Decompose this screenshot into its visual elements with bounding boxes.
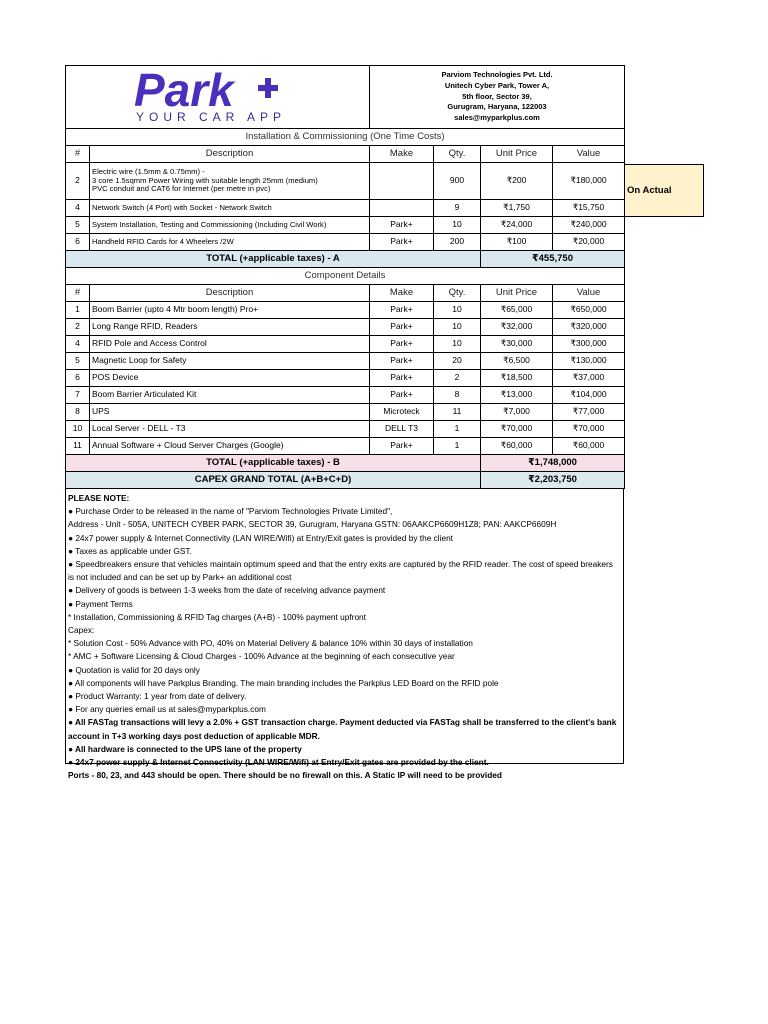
row-number: 5 [66,217,90,234]
capex-row [66,472,625,489]
row-make: Park+ [370,438,434,455]
row-value: ₹77,000 [553,404,625,421]
notes-list [68,505,621,782]
row-unit-price: ₹1,750 [481,200,553,217]
column-header: Qty. [434,146,481,163]
row-number: 10 [66,421,90,438]
row-make [370,163,434,200]
table-row [66,336,625,353]
row-value: ₹650,000 [553,302,625,319]
header-row [66,285,625,302]
row-qty: 9 [434,200,481,217]
row-value: ₹130,000 [553,353,625,370]
column-header: # [66,146,90,163]
row-number: 5 [66,353,90,370]
row-unit-price: ₹6,500 [481,353,553,370]
total-row [66,251,625,268]
row-make: Park+ [370,319,434,336]
table-row [66,234,625,251]
row-number: 2 [66,319,90,336]
row-make: Park+ [370,370,434,387]
row-value: ₹240,000 [553,217,625,234]
row-qty: 10 [434,319,481,336]
row-make: Park+ [370,217,434,234]
note-line: ● Product Warranty: 1 year from date of delivery. [68,691,247,702]
note-line: ● Delivery of goods is between 1-3 weeks from the date of receiving advance payment [68,585,386,596]
row-make: Park+ [370,387,434,404]
section-title: Installation & Commissioning (One Time Costs) [66,129,625,146]
row-description: Magnetic Loop for Safety [90,353,370,370]
row-value: ₹15,750 [553,200,625,217]
row-number: 6 [66,234,90,251]
column-header: Unit Price [481,285,553,302]
table-row [66,353,625,370]
company-logo [66,66,369,128]
row-number: 7 [66,387,90,404]
table-row [66,404,625,421]
row-number: 1 [66,302,90,319]
row-unit-price: ₹18,500 [481,370,553,387]
total-value: ₹1,748,000 [481,455,625,472]
row-description: UPS [90,404,370,421]
note-line: * Solution Cost - 50% Advance with PO, 40% on Material Delivery & balance 10% within 30 days of installation [68,638,473,649]
row-unit-price: ₹13,000 [481,387,553,404]
column-header: Value [553,146,625,163]
column-header: Qty. [434,285,481,302]
note-line: ● Speedbreakers ensure that vehicles maintain optimum speed and that the entry exits are captured by the RFID reader. The cost of speed breakers is not included and can be set up by Park+ an additional cost [68,559,613,583]
column-header: Make [370,285,434,302]
note-line: ● All FASTag transactions will levy a 2.0% + GST transaction charge. Payment deducted via FASTag shall be transferred to the client's bank account in T+3 working days post deduction of applicable MDR. [68,717,617,741]
column-header: Make [370,146,434,163]
quotation-table [65,65,625,489]
row-qty: 8 [434,387,481,404]
row-make: Park+ [370,234,434,251]
column-header: # [66,285,90,302]
row-unit-price: ₹200 [481,163,553,200]
row-make: DELL T3 [370,421,434,438]
table-row [66,370,625,387]
header-row [66,146,625,163]
row-description: Annual Software + Cloud Server Charges (Google) [90,438,370,455]
row-description: Local Server - DELL - T3 [90,421,370,438]
note-line: ● Purchase Order to be released in the name of "Parviom Technologies Private Limited", [68,506,393,517]
company-address [370,66,625,129]
section-title-row [66,129,625,146]
row-unit-price: ₹65,000 [481,302,553,319]
notes-block [65,489,624,781]
note-line: Ports - 80, 23, and 443 should be open. There should be no firewall on this. A Static IP will need to be provided [68,770,502,781]
row-unit-price: ₹70,000 [481,421,553,438]
note-line: ● 24x7 power supply & Internet Connectivity (LAN WIRE/Wifi) at Entry/Exit gates are provided by the client. [68,757,489,768]
column-header: Description [90,146,370,163]
address-line: Gurugram, Haryana, 122003 [447,102,547,112]
row-number: 6 [66,370,90,387]
row-value: ₹20,000 [553,234,625,251]
table-row [66,302,625,319]
table-row [66,438,625,455]
row-unit-price: ₹30,000 [481,336,553,353]
row-description: System Installation, Testing and Commissioning (Including Civil Work) [90,217,370,234]
quotation-sheet [65,64,624,781]
note-line: ● Payment Terms [68,598,133,609]
row-value: ₹37,000 [553,370,625,387]
row-value: ₹104,000 [553,387,625,404]
logo-tagline: YOUR CAR APP [136,110,287,124]
row-value: ₹60,000 [553,438,625,455]
capex-value: ₹2,203,750 [481,472,625,489]
row-make [370,200,434,217]
row-value: ₹300,000 [553,336,625,353]
column-header: Unit Price [481,146,553,163]
row-number: 4 [66,200,90,217]
row-unit-price: ₹24,000 [481,217,553,234]
row-description: Boom Barrier (upto 4 Mtr boom length) Pro+ [90,302,370,319]
row-value: ₹320,000 [553,319,625,336]
row-number: 11 [66,438,90,455]
note-line: ● All hardware is connected to the UPS lane of the property [68,743,302,754]
address-line: Parviom Technologies Pvt. Ltd. [441,69,553,79]
table-row [66,163,625,200]
row-number: 8 [66,404,90,421]
row-qty: 900 [434,163,481,200]
row-qty: 1 [434,421,481,438]
note-line: ● For any queries email us at sales@myparkplus.com [68,704,266,715]
row-qty: 10 [434,302,481,319]
note-line: Address - Unit - 505A, UNITECH CYBER PARK, SECTOR 39, Gurugram, Haryana GSTN: 06AAKCP6609H1Z8; PAN: AAKCP6609H [68,519,557,530]
section-title-row [66,268,625,285]
on-actual-note: On Actual [624,164,704,217]
capex-label: CAPEX GRAND TOTAL (A+B+C+D) [66,472,481,489]
row-make: Park+ [370,302,434,319]
total-label: TOTAL (+applicable taxes) - A [66,251,481,268]
row-qty: 10 [434,217,481,234]
address-line: 5th floor, Sector 39, [462,91,532,101]
section-title: Component Details [66,268,625,285]
row-description: Handheld RFID Cards for 4 Wheelers /2W [90,234,370,251]
svg-text:Park: Park [134,64,234,116]
note-line: ● All components will have Parkplus Branding. The main branding includes the Parkplus LED Board on the RFID pole [68,677,499,688]
table-row [66,200,625,217]
row-unit-price: ₹60,000 [481,438,553,455]
row-unit-price: ₹100 [481,234,553,251]
logo-cell [66,66,370,129]
row-make: Microteck [370,404,434,421]
table-row [66,387,625,404]
row-qty: 20 [434,353,481,370]
row-value: ₹180,000 [553,163,625,200]
row-qty: 2 [434,370,481,387]
note-line: ● Quotation is valid for 20 days only [68,664,200,675]
table-row [66,421,625,438]
row-qty: 11 [434,404,481,421]
row-number: 2 [66,163,90,200]
row-description: Long Range RFID, Readers [90,319,370,336]
row-unit-price: ₹32,000 [481,319,553,336]
park-plus-logo-icon [134,64,304,116]
row-make: Park+ [370,336,434,353]
address-email: sales@myparkplus.com [454,113,540,123]
note-line: ● Taxes as applicable under GST. [68,545,192,556]
total-row [66,455,625,472]
note-line: Capex: [68,625,95,636]
address-line: Unitech Cyber Park, Tower A, [444,80,550,90]
notes-heading: PLEASE NOTE: [68,493,130,503]
row-description: Network Switch (4 Port) with Socket - Network Switch [90,200,370,217]
row-value: ₹70,000 [553,421,625,438]
total-value: ₹455,750 [481,251,625,268]
row-description: RFID Pole and Access Control [90,336,370,353]
row-description: POS Device [90,370,370,387]
row-description: Boom Barrier Articulated Kit [90,387,370,404]
note-line: ● 24x7 power supply & Internet Connectivity (LAN WIRE/Wifi) at Entry/Exit gates is provided by the client [68,532,453,543]
row-number: 4 [66,336,90,353]
note-line: * AMC + Software Licensing & Cloud Charges - 100% Advance at the beginning of each consecutive year [68,651,455,662]
column-header: Description [90,285,370,302]
column-header: Value [553,285,625,302]
total-label: TOTAL (+applicable taxes) - B [66,455,481,472]
table-row [66,319,625,336]
table-row [66,217,625,234]
row-qty: 10 [434,336,481,353]
row-qty: 200 [434,234,481,251]
row-make: Park+ [370,353,434,370]
row-description: Electric wire (1.5mm & 0.75mm) - 3 core 1.5sqmm Power Wiring with suitable length 25mm (medium) PVC conduit and CAT6 for Internet (per metre in pvc) [90,163,370,200]
row-qty: 1 [434,438,481,455]
row-unit-price: ₹7,000 [481,404,553,421]
note-line: * Installation, Commissioning & RFID Tag charges (A+B) - 100% payment upfront [68,611,366,622]
